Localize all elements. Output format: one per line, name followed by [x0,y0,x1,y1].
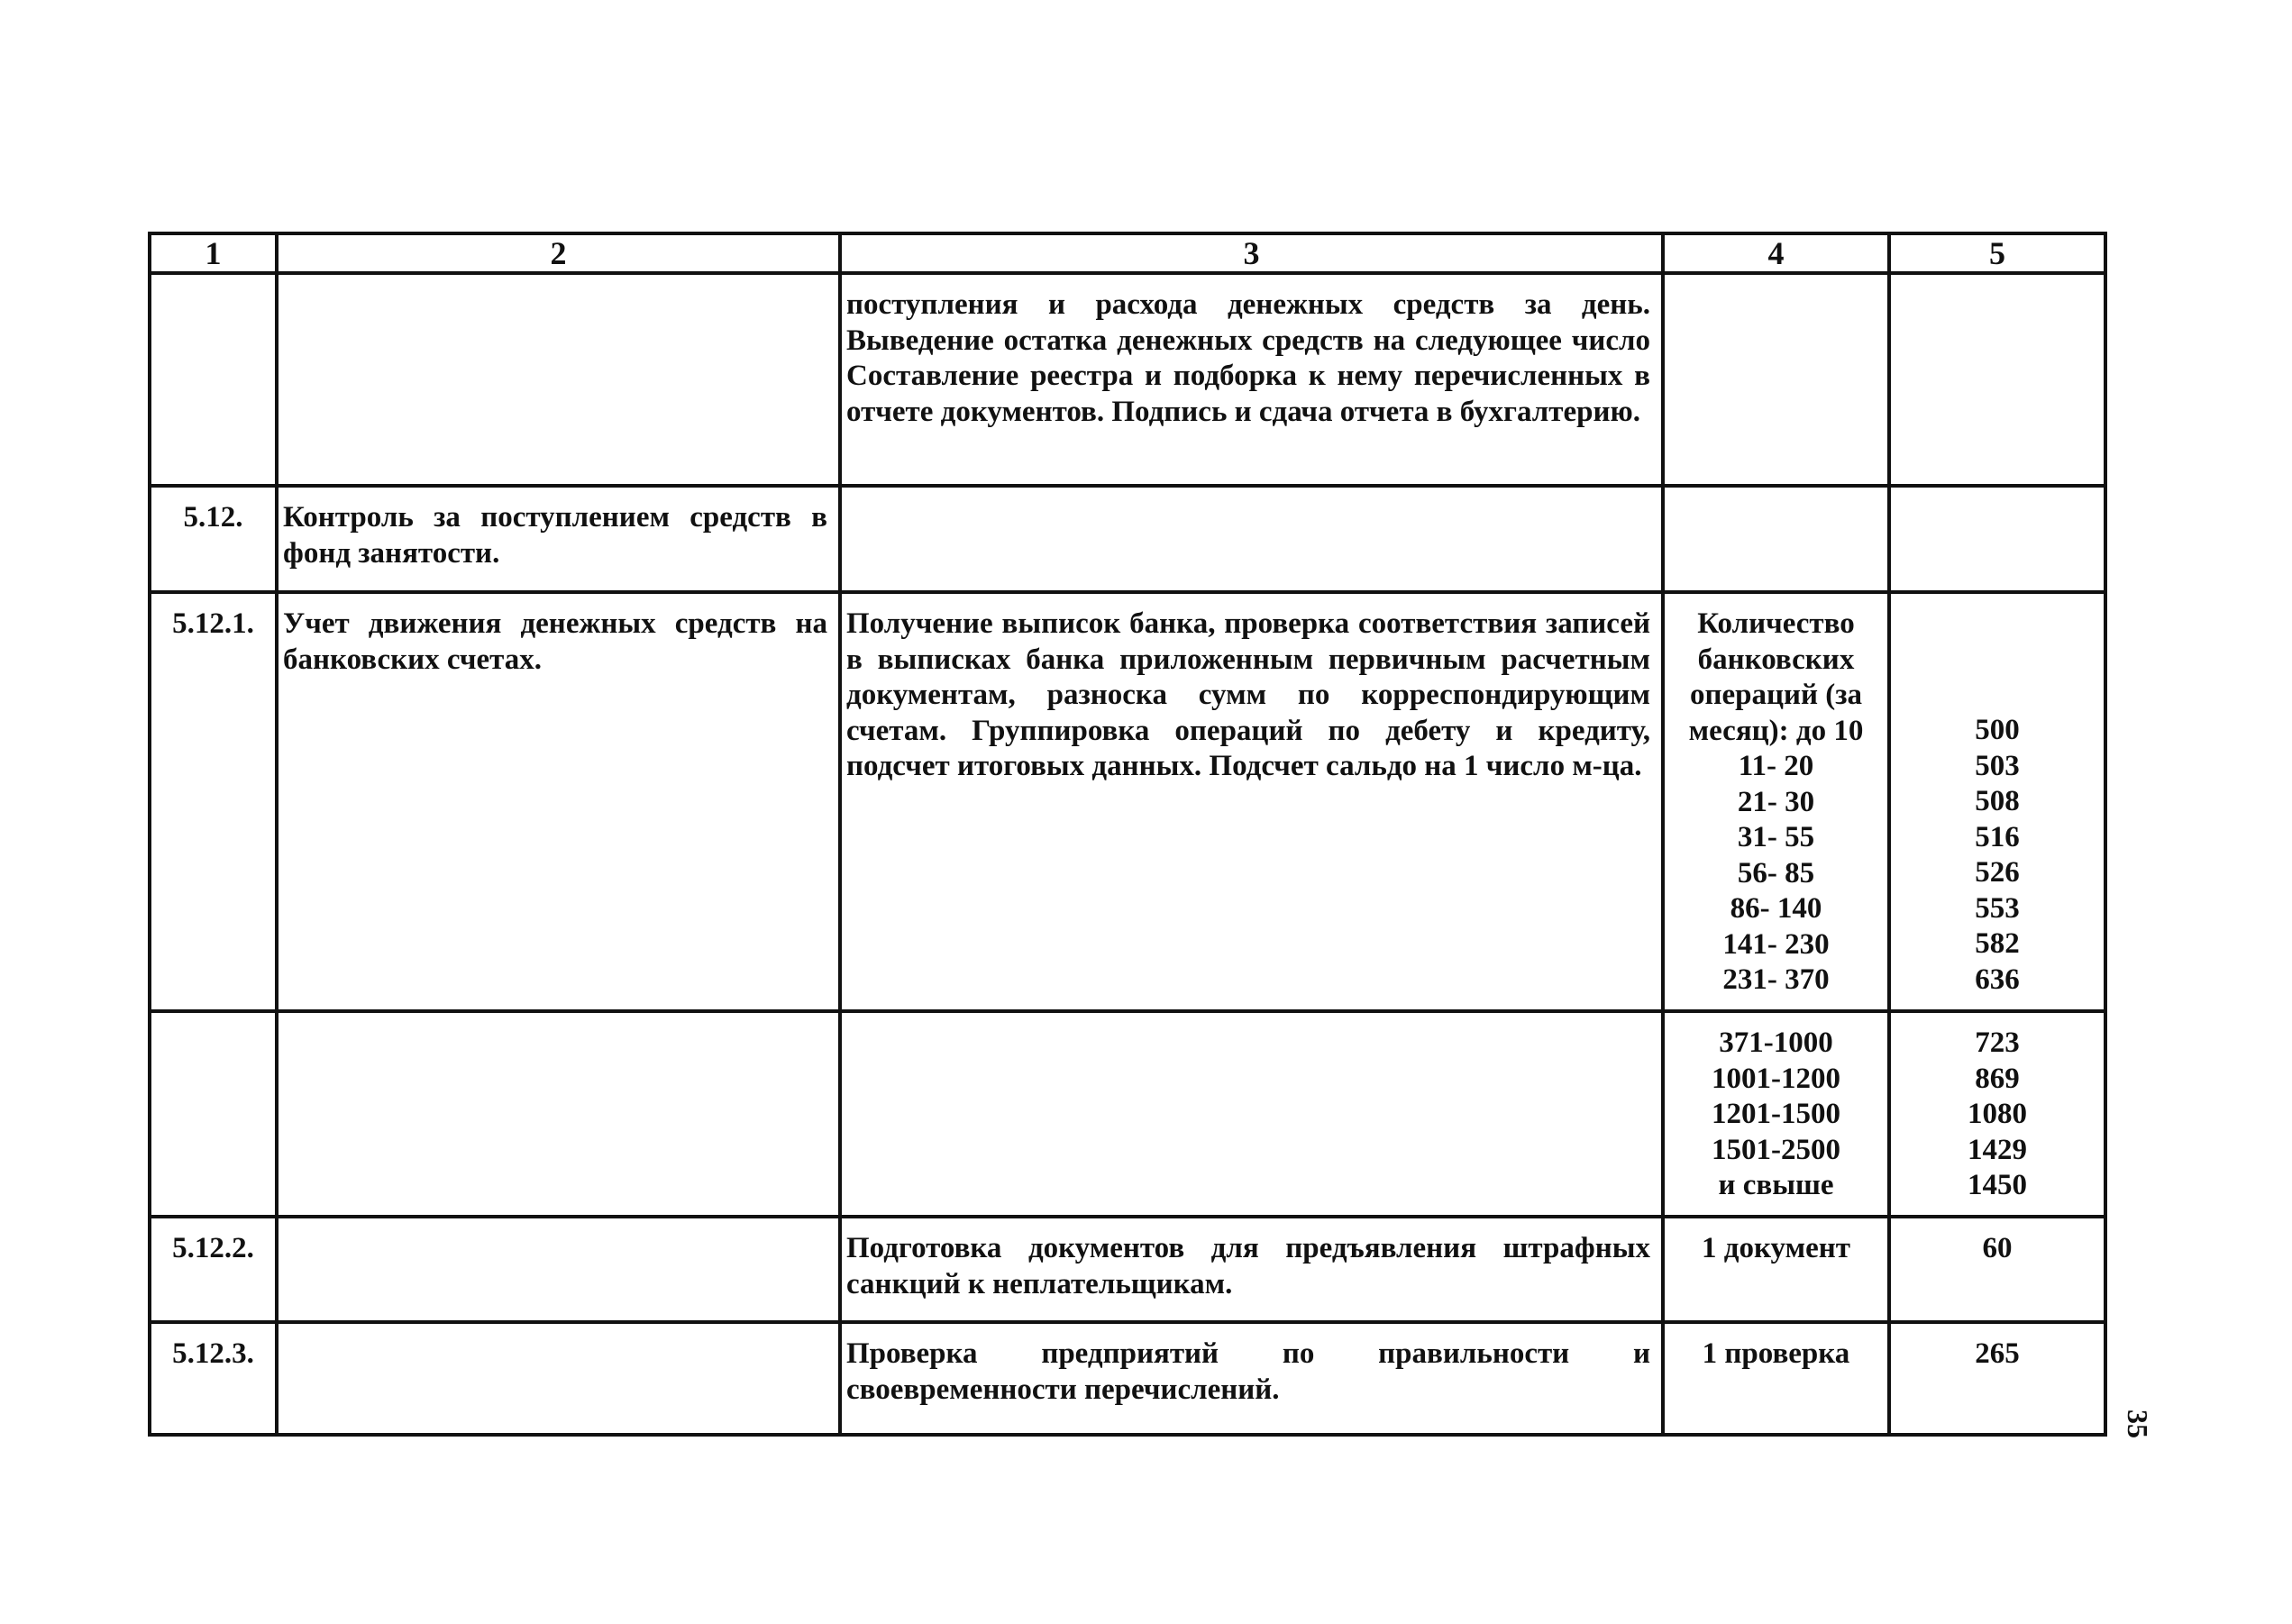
row-name [277,1322,840,1435]
table-row [150,1217,2105,1322]
row-content: Получение выписок банка, проверка соответствия записей в выписках банка приложенным первичным расчетным документам, разноска сумм по корреспондирующим счетам. Группировка операций по дебету и кредиту, подсчет итоговых данных. Подсчет сальдо на 1 число м-ца. [840,592,1663,1011]
row-unit [1663,592,1889,1011]
table-row [150,1322,2105,1435]
norm-value: 526 [1975,856,2020,889]
header-col-3: 3 [840,233,1663,273]
norm-value: 516 [1975,820,2020,853]
unit-label: Количество банковских операций (за месяц): до 10 [1688,607,1864,747]
norm-value: 1450 [1968,1169,2027,1201]
table-row [150,592,2105,1011]
norm-value: 1080 [1968,1098,2027,1130]
row-content: Проверка предприятий по правильности и своевременности перечислений. [840,1322,1663,1435]
range-value: 1001-1200 [1712,1062,1840,1095]
norm-value: 869 [1975,1062,2020,1095]
row-number: 5.12. [150,486,277,592]
header-col-5: 5 [1889,233,2105,273]
range-value: 11- 20 [1738,750,1814,782]
range-value: 1201-1500 [1712,1098,1840,1130]
row-name [277,1011,840,1217]
header-col-4: 4 [1663,233,1889,273]
norm-value: 723 [1975,1026,2020,1059]
header-col-1: 1 [150,233,277,273]
norm-value: 1429 [1968,1133,2027,1166]
row-unit [1663,1011,1889,1217]
row-unit: 1 документ [1663,1217,1889,1322]
norms-table [148,232,2107,1437]
row-number: 5.12.2. [150,1217,277,1322]
range-value: 371-1000 [1719,1026,1833,1059]
table-row [150,1011,2105,1217]
range-value: 31- 55 [1737,821,1815,853]
row-norm [1889,486,2105,592]
table-row [150,486,2105,592]
norm-value: 503 [1975,749,2020,782]
norm-value: 500 [1975,714,2020,746]
header-col-2: 2 [277,233,840,273]
range-value: 231- 370 [1722,963,1830,996]
row-content [840,486,1663,592]
range-value: и свыше [1718,1169,1834,1201]
norm-value: 553 [1975,891,2020,925]
row-name [277,1217,840,1322]
norm-value: 582 [1975,927,2020,960]
row-name: Учет движения денежных средств на банковских счетах. [277,592,840,1011]
page-number: 35 [2122,1410,2154,1438]
header-row [150,233,2105,273]
norm-value: 636 [1975,963,2020,996]
range-value: 1501-2500 [1712,1133,1840,1166]
range-value: 56- 85 [1737,856,1815,890]
row-number: 5.12.3. [150,1322,277,1435]
row-number: 5.12.1. [150,592,277,1011]
row-norm [1889,273,2105,486]
row-content [840,1011,1663,1217]
row-norm [1889,592,2105,1011]
row-content: поступления и расхода денежных средств за день. Выведение остатка денежных средств на следующее число Составление реестра и подборка к нему перечисленных в отчете документов. Подпись и сдача отчета в бухгалтерию. [840,273,1663,486]
row-number [150,1011,277,1217]
norm-value: 508 [1975,785,2020,817]
row-unit [1663,486,1889,592]
row-norm [1889,1011,2105,1217]
table-row [150,273,2105,486]
range-value: 86- 140 [1730,892,1822,925]
row-unit: 1 проверка [1663,1322,1889,1435]
row-content: Подготовка документов для предъявления штрафных санкций к неплательщикам. [840,1217,1663,1322]
row-unit [1663,273,1889,486]
range-value: 21- 30 [1737,785,1815,818]
range-value: 141- 230 [1722,927,1830,961]
row-norm: 60 [1889,1217,2105,1322]
row-name [277,273,840,486]
row-number [150,273,277,486]
row-norm: 265 [1889,1322,2105,1435]
row-name: Контроль за поступлением средств в фонд занятости. [277,486,840,592]
